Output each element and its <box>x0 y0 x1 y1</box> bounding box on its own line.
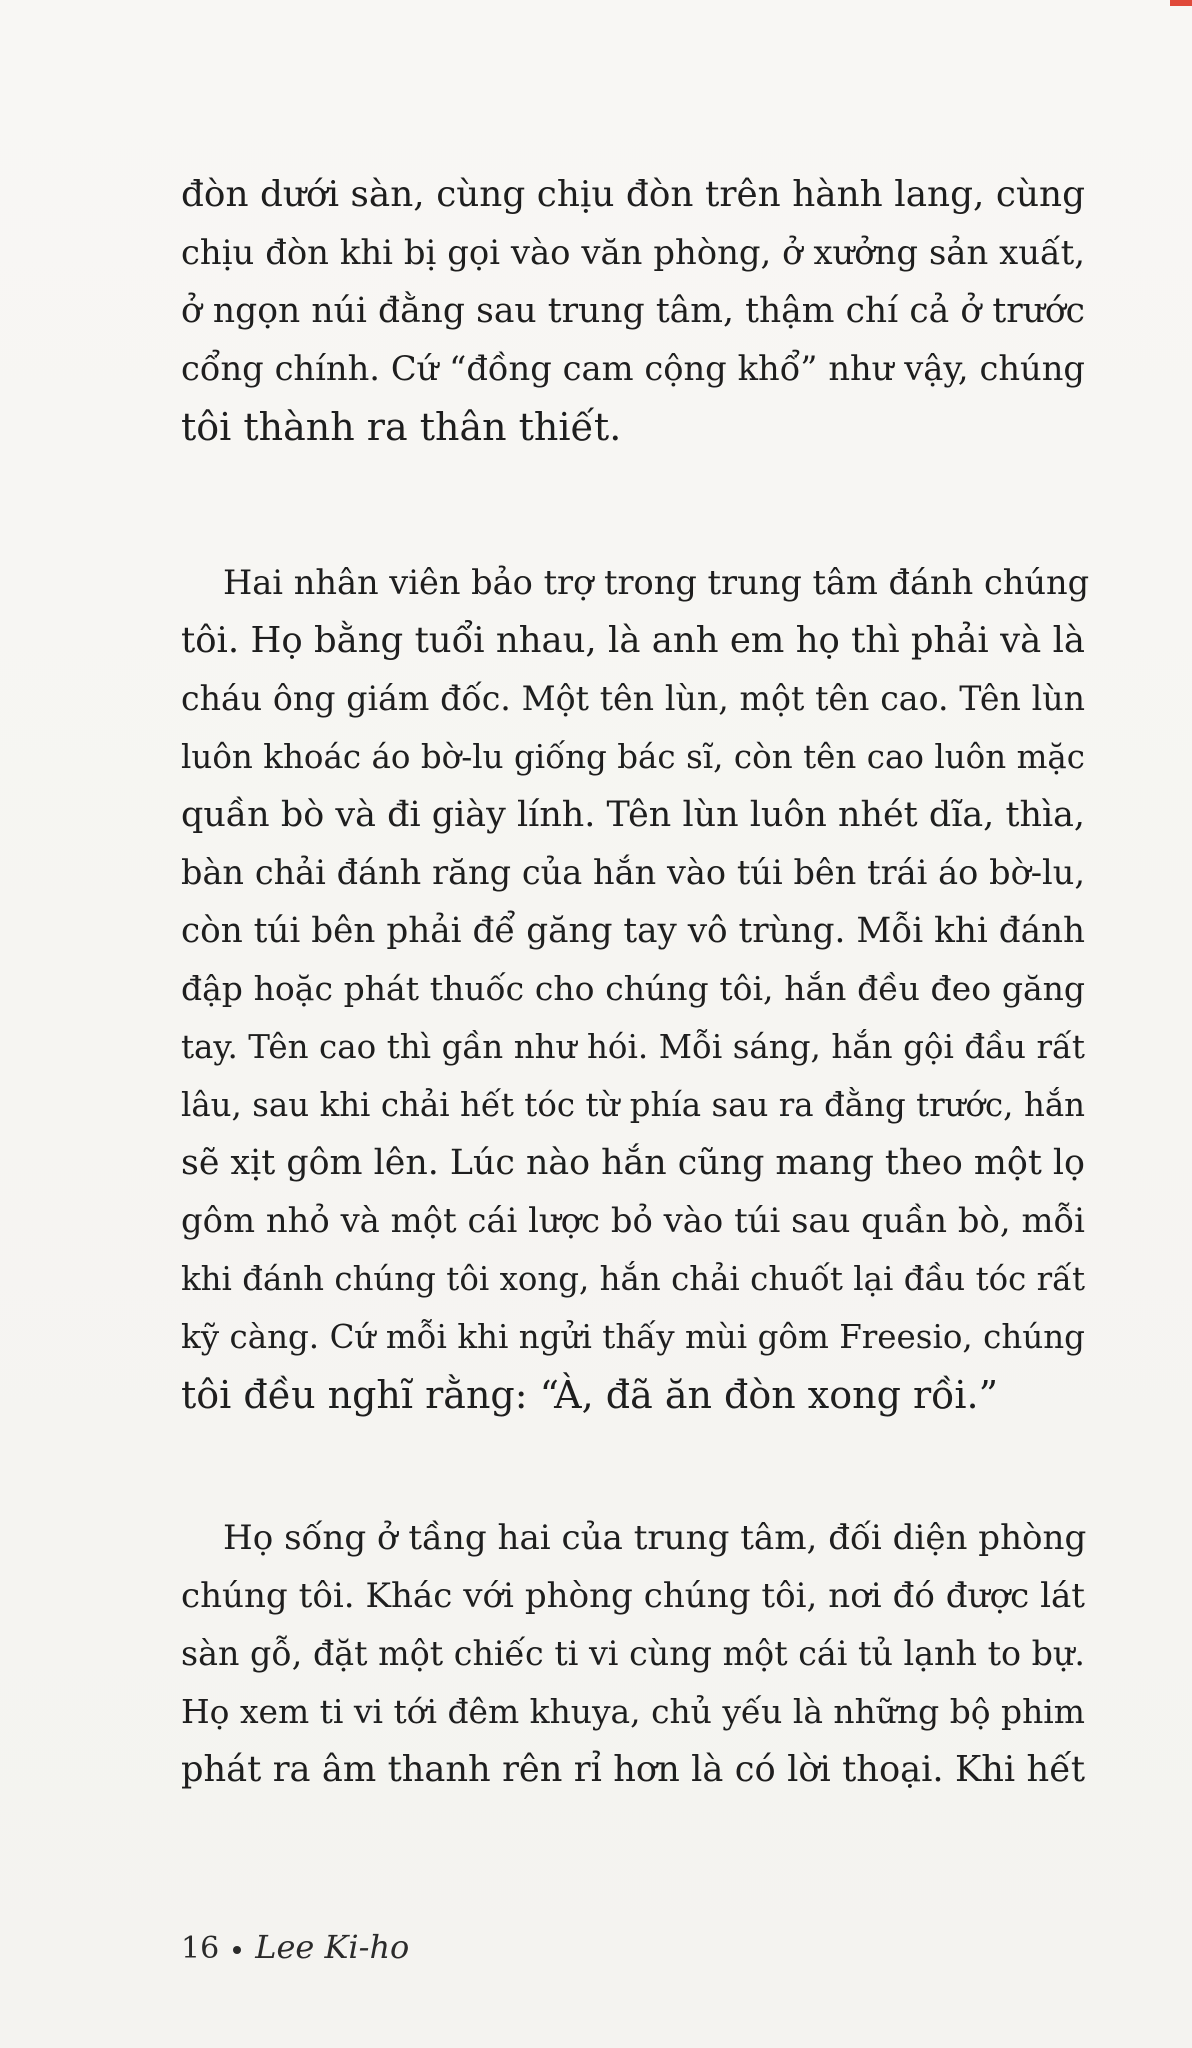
text-line: đập hoặc phát thuốc cho chúng tôi, hắn đều đeo găng <box>181 969 1085 1008</box>
page-number: 16 <box>181 1931 220 1966</box>
text-line: luôn khoác áo bờ-lu giống bác sĩ, còn tên cao luôn mặc <box>181 738 1085 776</box>
text-line: phát ra âm thanh rên rỉ hơn là có lời thoại. Khi hết <box>181 1749 1085 1790</box>
paragraph-2 <box>181 554 1090 1424</box>
text-line: Họ xem ti vi tới đêm khuya, chủ yếu là những bộ phim <box>181 1692 1085 1731</box>
text-line: còn túi bên phải để găng tay vô trùng. Mỗi khi đánh <box>181 911 1085 951</box>
text-line: kỹ càng. Cứ mỗi khi ngửi thấy mùi gôm Freesio, chúng <box>181 1318 1085 1356</box>
text-line: sẽ xịt gôm lên. Lúc nào hắn cũng mang theo một lọ <box>181 1143 1085 1183</box>
text-line: tôi đều nghĩ rằng: “À, đã ăn đòn xong rồi.” <box>181 1373 999 1417</box>
text-line: Hai nhân viên bảo trợ trong trung tâm đánh chúng <box>223 563 1090 602</box>
corner-color-mark <box>1170 0 1192 6</box>
text-line: chúng tôi. Khác với phòng chúng tôi, nơi đó được lát <box>181 1576 1085 1616</box>
paragraph-3 <box>181 1509 1085 1799</box>
text-line: tôi. Họ bằng tuổi nhau, là anh em họ thì phải và là <box>181 620 1085 661</box>
text-line: tay. Tên cao thì gần như hói. Mỗi sáng, hắn gội đầu rất <box>181 1028 1085 1066</box>
text-line: cháu ông giám đốc. Một tên lùn, một tên cao. Tên lùn <box>181 679 1085 718</box>
text-line: đòn dưới sàn, cùng chịu đòn trên hành lang, cùng <box>181 174 1085 215</box>
text-line: khi đánh chúng tôi xong, hắn chải chuốt lại đầu tóc rất <box>181 1260 1085 1298</box>
text-line: tôi thành ra thân thiết. <box>181 405 622 449</box>
paragraph-1 <box>181 166 1085 456</box>
text-line: lâu, sau khi chải hết tóc từ phía sau ra đằng trước, hắn <box>181 1086 1085 1124</box>
text-line: gôm nhỏ và một cái lược bỏ vào túi sau quần bò, mỗi <box>181 1201 1085 1240</box>
text-line: ở ngọn núi đằng sau trung tâm, thậm chí cả ở trước <box>181 291 1085 331</box>
text-line: bàn chải đánh răng của hắn vào túi bên trái áo bờ-lu, <box>181 853 1085 892</box>
page-footer <box>181 1922 409 1972</box>
text-line: chịu đòn khi bị gọi vào văn phòng, ở xưởng sản xuất, <box>181 233 1085 272</box>
text-line: quần bò và đi giày lính. Tên lùn luôn nhét dĩa, thìa, <box>181 795 1085 835</box>
text-line: Họ sống ở tầng hai của trung tâm, đối diện phòng <box>223 1518 1087 1558</box>
bullet-separator-icon <box>233 1946 241 1954</box>
text-line: sàn gỗ, đặt một chiếc ti vi cùng một cái tủ lạnh to bự. <box>181 1634 1085 1673</box>
text-line: cổng chính. Cứ “đồng cam cộng khổ” như vậy, chúng <box>181 349 1085 388</box>
author-name: Lee Ki-ho <box>255 1928 410 1966</box>
